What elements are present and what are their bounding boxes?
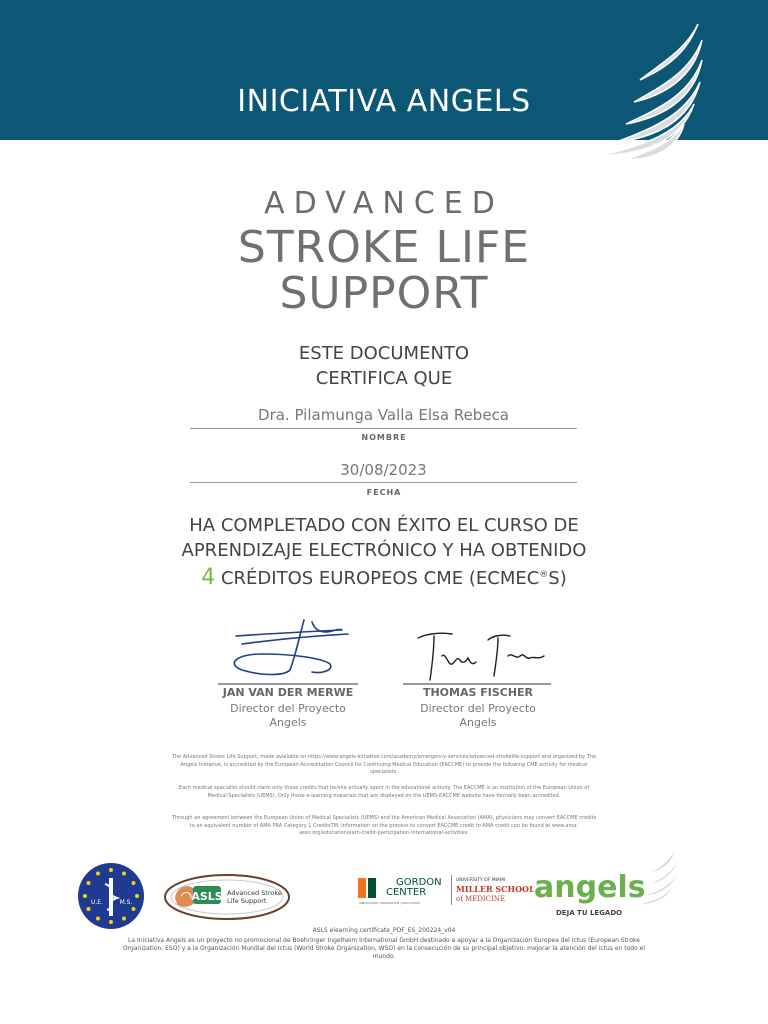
um-line2: of MEDICINE [456, 895, 506, 903]
signatory-2-role [398, 702, 558, 730]
gordon-sub: SIMULATION | INNOVATION | EDUCATION [359, 901, 420, 905]
fineprint-paragraph-1: The Advanced Stroke Life Support, made available on https://www.angels-initiative.com/academy/emergency-services/advanced-strokelife-support and organized by The Angels Initiative, is accredited by the European Accreditation Council for Continuing Medical Education (EACCME) to provide the following CME activity for medical specialists. [171, 754, 597, 775]
footer-disclaimer: La Iniciativa Angels es un proyecto no promocional de Boehringer Ingelheim International GmbH destinado a apoyar a la Organización Europea del Ictus (European Stroke Organization, ESO) y a la Organización Mundial del Ictus (World Stroke Organization, WSO) en la consecución de su principal objetivo: mejorar la atención del ictus en todo el mundo. [122, 937, 646, 960]
signature-line-2 [403, 683, 551, 685]
date-rule [190, 482, 577, 483]
asls-line1: Advanced Stroke [227, 889, 282, 897]
gordon-miller-logo [356, 872, 536, 908]
uems-logo [77, 862, 145, 930]
signature-fischer [412, 626, 552, 684]
uems-text-right: M.S. [119, 899, 133, 906]
credits-text: CRÉDITOS EUROPEOS CME (ECMEC [220, 568, 540, 589]
asls-short: ASLS [191, 890, 223, 903]
gordon-line2: CENTER [386, 887, 427, 898]
um-line1: MILLER SCHOOL [456, 884, 535, 894]
certify-line1: ESTE DOCUMENTO [298, 343, 470, 364]
completion-line2: APRENDIZAJE ELECTRÓNICO Y HA OBTENIDO [181, 540, 587, 561]
course-title-line3: SUPPORT [279, 268, 489, 319]
angels-wordmark: angels [534, 870, 646, 905]
course-title-advanced: ADVANCED [264, 186, 504, 221]
um-top: UNIVERSITY OF MIAMI [456, 878, 506, 883]
angels-wing-small-icon [633, 845, 681, 907]
signatory-1-name: JAN VAN DER MERWE [222, 686, 354, 699]
signatory-1-role-line1: Director del Proyecto [230, 702, 346, 715]
course-title-line2: STROKE LIFE [237, 222, 531, 273]
signatory-2-role-line1: Director del Proyecto [420, 702, 536, 715]
date-label: FECHA [366, 488, 402, 497]
angel-wing-icon [590, 20, 710, 160]
asls-line2: Life Support [227, 897, 267, 905]
header-title: INICIATIVA ANGELS [237, 84, 531, 119]
name-rule [190, 428, 577, 429]
angels-tagline: DEJA TU LEGADO [556, 909, 623, 917]
completion-line3 [0, 565, 768, 590]
credits-text-end: S) [548, 568, 567, 589]
completion-line1: HA COMPLETADO CON ÉXITO EL CURSO DE [189, 515, 579, 536]
recipient-name: Dra. Pilamunga Valla Elsa Rebeca [258, 406, 509, 424]
certify-line2: CERTIFICA QUE [315, 368, 453, 389]
certificate-reference: ASLS elearning certificate_PDF_ES_200224_v04 [312, 927, 456, 934]
fineprint-paragraph-3: Through an agreement between the European Union of Medical Specialists (UEMS) and the American Medical Association (AMA), physicians may convert EACCME credits to an equivalent number of AMA PRA Category 1 CreditsTM. Information on the process to convert EACCME credit to AMA credit can be found at www.ama-assn.org/education/earn-credit-participation-international-activities. [171, 815, 597, 836]
signatory-2-role-line2: Angels [459, 716, 497, 729]
signatory-1-role-line2: Angels [269, 716, 307, 729]
gordon-line1: GORDON [396, 877, 442, 888]
registered-mark: ® [539, 570, 549, 580]
name-label: NOMBRE [361, 433, 407, 442]
fineprint-paragraph-2: Each medical specialist should claim only those credits that he/she actually spent in the educational activity. The EACCME is an institution of the European Union of Medical Specialists (UEMS). Only those e-learning materials that are displayed on the UEMS-EACCME website have formally been accredited. [178, 785, 590, 799]
signature-line-1 [218, 683, 358, 685]
credits-number: 4 [201, 565, 216, 590]
uems-text-left: U.E. [91, 899, 103, 906]
signatory-2-name: THOMAS FISCHER [422, 686, 534, 699]
asls-logo [163, 872, 291, 922]
certificate-date: 30/08/2023 [340, 461, 427, 479]
signatory-1-role [208, 702, 368, 730]
signature-van-der-merwe [222, 614, 362, 684]
